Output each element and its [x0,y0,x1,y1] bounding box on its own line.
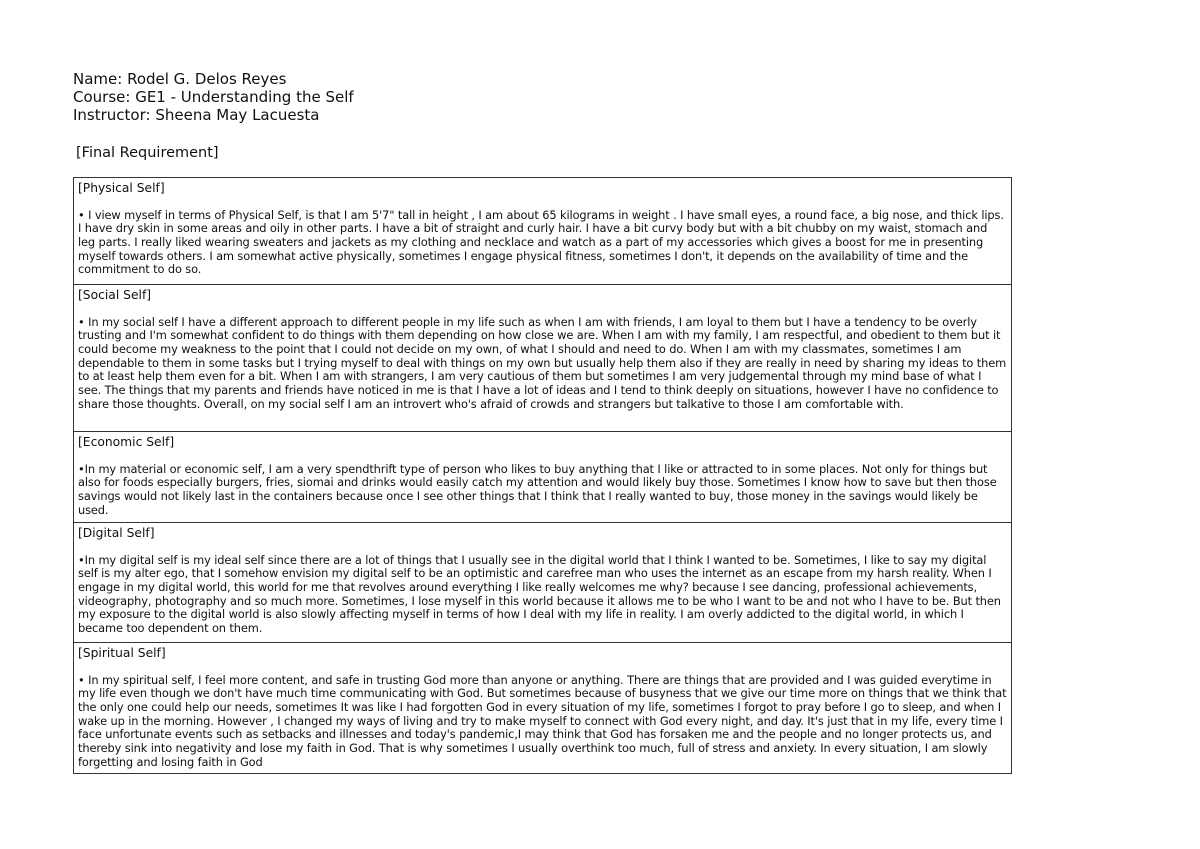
section-body: •In my digital self is my ideal self since there are a lot of things that I usually see in the digital world that I think I wanted to be. Sometimes, I like to say my digital self is my alter ego, that I somehow envision my digital self to be an optimistic and carefree man who uses the internet as an escape from my harsh reality. When I engage in my digital world, this world for me that revolves around everything I like really welcomes me why? because I see dancing, professional achievements, videography, photography and so much more. Sometimes, I lose myself in this world because it allows me to be who I want to be and not who I have to be. But then my exposure to the digital world is also slowly affecting myself in terms of how I deal with my life in reality. I am overly addicted to the digital world, in which I became too dependent on them. [78,552,1001,635]
section-title: [Spiritual Self] [78,646,166,660]
self-sections-table [73,177,1012,774]
section-body: • In my spiritual self, I feel more content, and safe in trusting God more than anyone or anything. There are things that are provided and I was guided everytime in my life even though we don't have much time communicating with God. But sometimes because of busyness that we give our time more on things that we think that the only one could help our needs, sometimes It was like I had forgotten God in every situation of my life, sometimes I forgot to pray before I go to sleep, and when I wake up in the morning. However , I changed my ways of living and try to make myself to connect with God every night, and day. It's just that in my life, every time I face unfortunate events such as setbacks and illnesses and today's pandemic,I may think that God has forsaken me and the people and no longer protects us, and thereby sink into negativity and lose my faith in God. That is why sometimes I usually overthink too much, full of stress and anxiety. In every situation, I am slowly forgetting and losing faith in God [78,672,1007,769]
section-physical-self [74,178,1011,284]
section-economic-self [74,431,1011,522]
section-body: •In my material or economic self, I am a very spendthrift type of person who likes to buy anything that I like or attracted to in some places. Not only for things but also for foods especially burgers, fries, siomai and drinks would easily catch my attention and would likely buy those. Sometimes I know how to save but then those savings would not likely last in the containers because once I see other things that I think that I really wanted to buy, those money in the savings would likely be used. [78,461,997,517]
section-title: [Social Self] [78,288,152,302]
section-body: • In my social self I have a different approach to different people in my life such as when I am with friends, I am loyal to them but I have a tendency to be overly trusting and I'm somewhat confident to do things with them depending on how close we are. When I am with my family, I am respectful, and obedient to them but it could become my weakness to the point that I could not decide on my own, of what I should and need to do. When I am with my classmates, sometimes I am dependable to them in some tasks but I trying myself to deal with things on my own but usually help them also if they are really in need by sharing my ideas to them to at least help them even for a bit. When I am with strangers, I am very cautious of them but sometimes I am very judgemental through my mind base of what I see. The things that my parents and friends have noticed in me is that I have a lot of ideas and I tend to think deeply on situations, however I have no confidence to share those thoughts. Overall, on my social self I am an introvert who's afraid of crowds and strangers but talkative to those I am comfortable with. [78,314,1007,411]
section-spiritual-self [74,642,1011,773]
section-social-self [74,284,1011,431]
section-body: • I view myself in terms of Physical Self, is that I am 5'7" tall in height , I am about 65 kilograms in weight . I have small eyes, a round face, a big nose, and thick lips. I have dry skin in some areas and oily in other parts. I have a bit of straight and curly hair. I have a bit curvy body but with a bit chubby on my waist, stomach and leg parts. I really liked wearing sweaters and jackets as my clothing and necklace and watch as a part of my accessories which gives a boost for me in presenting myself towards others. I am somewhat active physically, sometimes I engage physical fitness, sometimes I don't, it depends on the availability of time and the commitment to do so. [78,207,1004,277]
instructor-name: Instructor: Sheena May Lacuesta [73,106,320,124]
section-digital-self [74,522,1011,642]
section-title: [Digital Self] [78,526,155,540]
student-name: Name: Rodel G. Delos Reyes [73,70,287,88]
course-name: Course: GE1 - Understanding the Self [73,88,354,106]
document-heading: [Final Requirement] [76,145,219,161]
student-info [73,70,354,124]
section-title: [Economic Self] [78,435,175,449]
section-title: [Physical Self] [78,181,165,195]
